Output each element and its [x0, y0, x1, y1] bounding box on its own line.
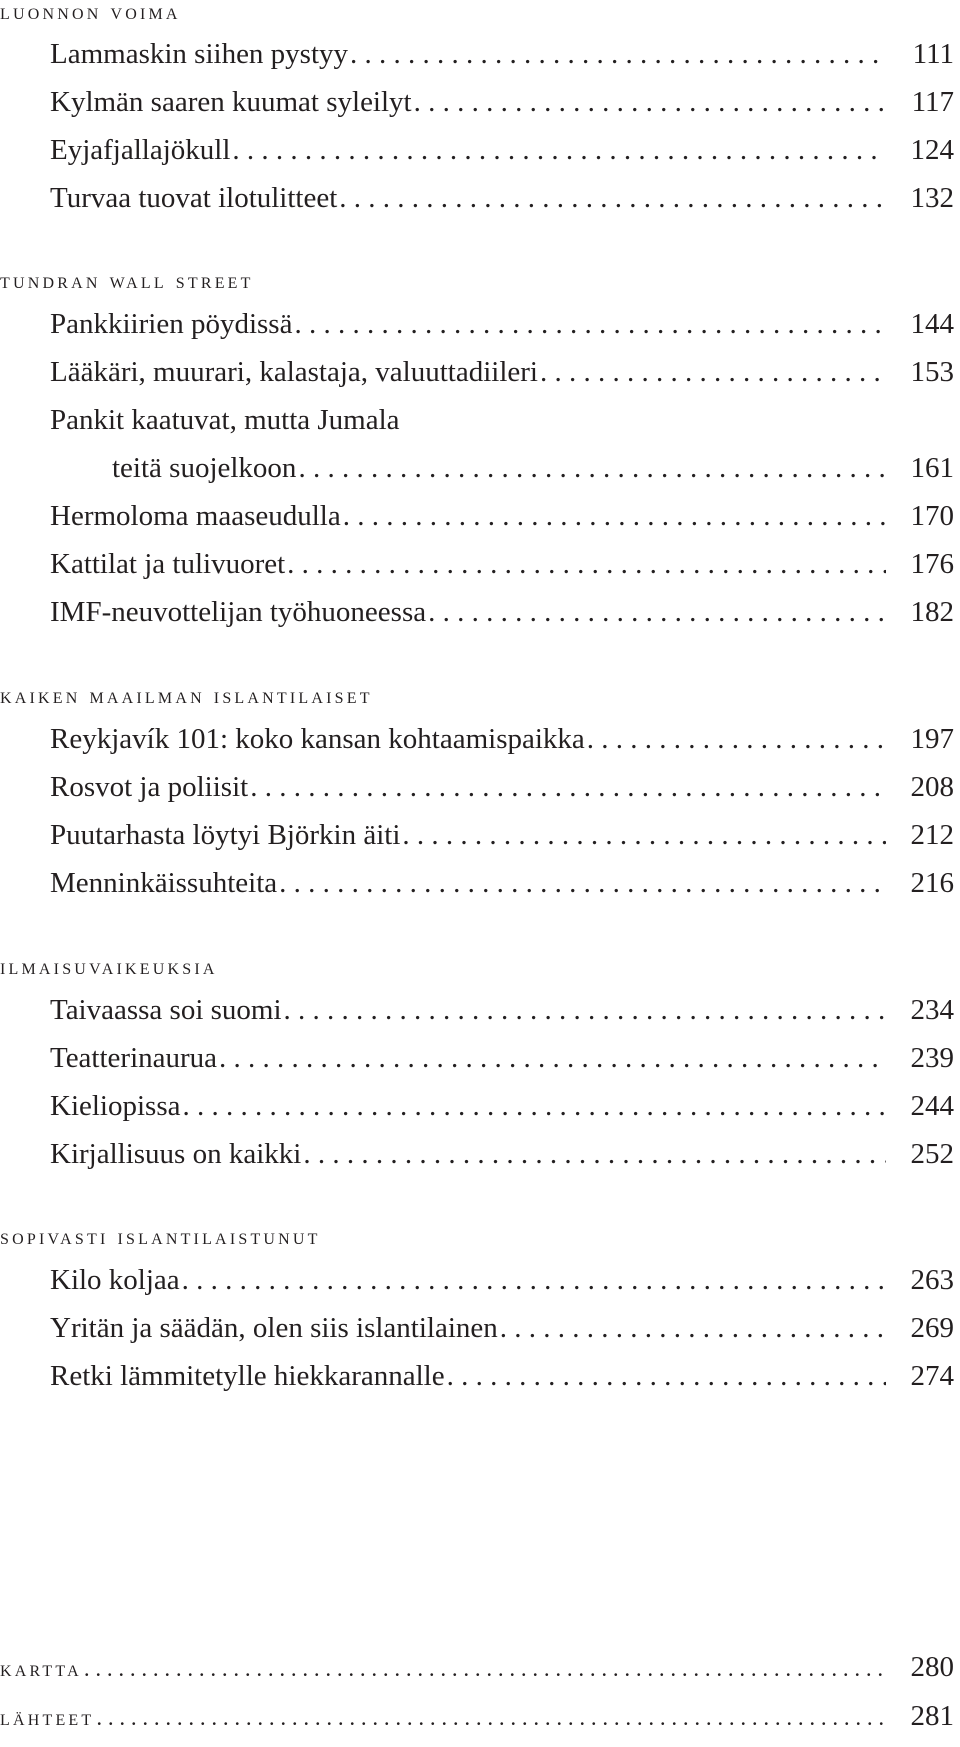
entry-title: Kattilat ja tulivuoret	[50, 548, 286, 580]
entry-title: Menninkäissuhteita	[50, 867, 278, 899]
page-number: 153	[910, 356, 954, 388]
toc-entry	[50, 767, 954, 807]
page-number: 212	[910, 819, 954, 851]
section-heading: sopivasti islantilaistunut	[0, 1224, 321, 1249]
back-matter-entry-sources	[0, 1701, 954, 1733]
dot-leader	[183, 1086, 887, 1126]
dot-leader	[402, 815, 886, 855]
dot-leader	[343, 496, 886, 536]
page-number: 132	[910, 182, 954, 214]
page-number: 234	[910, 994, 954, 1026]
toc-entry	[50, 1038, 954, 1078]
page-number: 176	[910, 548, 954, 580]
toc-entry	[50, 400, 954, 440]
page-number: 197	[910, 723, 954, 755]
page-number: 216	[910, 867, 954, 899]
entry-title: Lääkäri, muurari, kalastaja, valuuttadiileri	[50, 356, 538, 388]
page-number: 280	[910, 1651, 954, 1683]
page-number: 244	[910, 1090, 954, 1122]
page-number: 170	[910, 500, 954, 532]
entry-title: Pankkiirien pöydissä	[50, 308, 293, 340]
entry-title: Turvaa tuovat ilotulitteet	[50, 182, 338, 214]
entry-title: Kylmän saaren kuumat syleilyt	[50, 86, 412, 118]
dot-leader	[279, 863, 886, 903]
entry-title: IMF-neuvottelijan työhuoneessa	[50, 596, 427, 628]
entry-title: Retki lämmitetylle hiekkarannalle	[50, 1360, 445, 1392]
dot-leader	[339, 178, 886, 218]
entry-title: lähteet	[0, 1705, 95, 1730]
page-number: 239	[910, 1042, 954, 1074]
entry-title: Eyjafjallajökull	[50, 134, 231, 166]
entry-title: Rosvot ja poliisit	[50, 771, 249, 803]
page-number: 161	[910, 452, 954, 484]
entry-title: Teatterinaurua	[50, 1042, 218, 1074]
dot-leader	[298, 448, 886, 488]
page-number: 124	[910, 134, 954, 166]
entry-title: Kieliopissa	[50, 1090, 181, 1122]
dot-leader	[500, 1308, 886, 1348]
entry-title: kartta	[0, 1656, 82, 1681]
section-heading: luonnon voima	[0, 0, 181, 24]
dot-leader	[540, 352, 886, 392]
dot-leader	[96, 1703, 886, 1733]
dot-leader	[232, 130, 886, 170]
toc-entry	[50, 82, 954, 122]
dot-leader	[284, 990, 886, 1030]
toc-entry	[50, 496, 954, 536]
dot-leader	[587, 719, 886, 759]
toc-entry	[50, 1356, 954, 1396]
entry-title: Puutarhasta löytyi Björkin äiti	[50, 819, 401, 851]
dot-leader	[294, 304, 886, 344]
page-number: 269	[910, 1312, 954, 1344]
entry-title-continuation: teitä suojelkoon	[112, 452, 297, 484]
entry-title: Kilo koljaa	[50, 1264, 180, 1296]
toc-entry	[50, 544, 954, 584]
toc-entry	[50, 592, 954, 632]
page-number: 281	[910, 1700, 954, 1732]
back-matter-entry-map	[0, 1652, 954, 1684]
dot-leader	[182, 1260, 886, 1300]
dot-leader	[250, 767, 886, 807]
page-number: 117	[911, 86, 954, 118]
toc-entry-continuation	[112, 448, 954, 488]
dot-leader	[350, 34, 886, 74]
dot-leader	[303, 1134, 886, 1174]
toc-entry	[50, 1260, 954, 1300]
page-number: 208	[910, 771, 954, 803]
entry-title: Kirjallisuus on kaikki	[50, 1138, 302, 1170]
entry-title: Reykjavík 101: koko kansan kohtaamispaikka	[50, 723, 585, 755]
toc-entry	[50, 863, 954, 903]
toc-entry	[50, 178, 954, 218]
page-number: 274	[910, 1360, 954, 1392]
entry-title: Lammaskin siihen pystyy	[50, 38, 349, 70]
toc-entry	[50, 1308, 954, 1348]
entry-title: Pankit kaatuvat, mutta Jumala	[50, 404, 400, 436]
toc-entry	[50, 34, 954, 74]
dot-leader	[219, 1038, 886, 1078]
dot-leader	[414, 82, 886, 122]
toc-entry	[50, 304, 954, 344]
entry-title: Taivaassa soi suomi	[50, 994, 282, 1026]
dot-leader	[287, 544, 886, 584]
page-number: 263	[910, 1264, 954, 1296]
entry-title: Yritän ja säädän, olen siis islantilainen	[50, 1312, 498, 1344]
page-number: 182	[910, 596, 954, 628]
section-heading: tundran wall street	[0, 268, 254, 293]
toc-entry	[50, 1086, 954, 1126]
section-heading: kaiken maailman islantilaiset	[0, 683, 373, 708]
entry-title: Hermoloma maaseudulla	[50, 500, 341, 532]
page-number: 252	[910, 1138, 954, 1170]
section-heading: ilmaisuvaikeuksia	[0, 954, 218, 979]
toc-entry	[50, 130, 954, 170]
page-number: 111	[912, 38, 954, 70]
toc-entry	[50, 719, 954, 759]
dot-leader	[428, 592, 886, 632]
page-number: 144	[910, 308, 954, 340]
toc-entry	[50, 815, 954, 855]
dot-leader	[447, 1356, 886, 1396]
toc-entry	[50, 352, 954, 392]
toc-entry	[50, 990, 954, 1030]
toc-entry	[50, 1134, 954, 1174]
dot-leader	[84, 1654, 886, 1684]
